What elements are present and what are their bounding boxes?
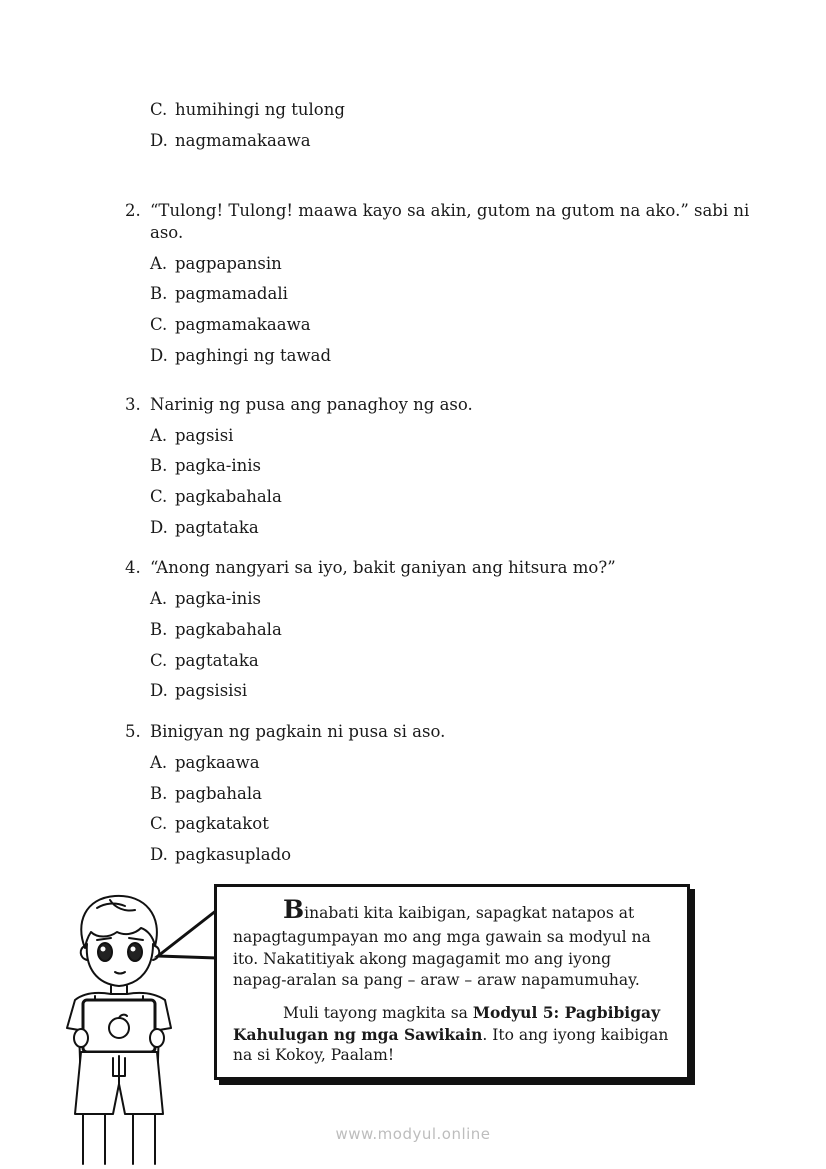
q2-text-line1: “Tulong! Tulong! maawa kayo sa akin, gutom na gutom na ako.” sabi ni bbox=[150, 201, 750, 220]
q2-option-b-letter: B. bbox=[150, 284, 168, 303]
q2-option-d-text: paghingi ng tawad bbox=[175, 346, 332, 365]
q5-option-c-letter: C. bbox=[150, 814, 168, 833]
closing-p1-line3: ito. Nakatitiyak akong magagamit mo ang iyong bbox=[233, 950, 612, 968]
q5-number: 5. bbox=[125, 722, 141, 741]
closing-p1-line1: inabati kita kaibigan, sapagkat natapos at bbox=[304, 904, 635, 922]
closing-p2-line1 bbox=[233, 1002, 675, 1025]
q5-option-b-text: pagbahala bbox=[175, 784, 262, 803]
q3-option-b-letter: B. bbox=[150, 456, 168, 475]
q4-option-c-text: pagtataka bbox=[175, 651, 259, 670]
drop-cap: B bbox=[283, 895, 305, 924]
closing-p2-pre: Muli tayong magkita sa bbox=[283, 1004, 473, 1022]
q4-option-b-text: pagkabahala bbox=[175, 620, 282, 639]
closing-p2-line3: na si Kokoy, Paalam! bbox=[233, 1046, 395, 1064]
q2-option-a-letter: A. bbox=[150, 254, 168, 273]
q2-number: 2. bbox=[125, 201, 141, 220]
q4-option-c-letter: C. bbox=[150, 651, 168, 670]
q2-text-line2: aso. bbox=[150, 223, 184, 242]
q5-option-b-letter: B. bbox=[150, 784, 168, 803]
q3-number: 3. bbox=[125, 395, 141, 414]
q4-option-d-letter: D. bbox=[150, 681, 168, 700]
q3-option-a-letter: A. bbox=[150, 426, 168, 445]
q1-option-c-text: humihingi ng tulong bbox=[175, 100, 345, 119]
q1-option-c-letter: C. bbox=[150, 100, 168, 119]
q2-option-a-text: pagpapansin bbox=[175, 254, 282, 273]
closing-p1-line4: napag-aralan sa pang – araw – araw napamumuhay. bbox=[233, 971, 640, 989]
q2-option-d-letter: D. bbox=[150, 346, 168, 365]
q3-option-b-text: pagka-inis bbox=[175, 456, 262, 475]
q1-option-d-letter: D. bbox=[150, 131, 168, 150]
q3-option-d-text: pagtataka bbox=[175, 518, 259, 537]
q1-option-d-text: nagmamakaawa bbox=[175, 131, 311, 150]
q5-option-d-letter: D. bbox=[150, 845, 168, 864]
module-5-title-part2: Kahulugan ng mga Sawikain bbox=[233, 1025, 483, 1044]
q4-option-a-text: pagka-inis bbox=[175, 589, 262, 608]
q3-option-a-text: pagsisi bbox=[175, 426, 234, 445]
watermark: www.modyul.online bbox=[335, 1125, 491, 1143]
q4-option-b-letter: B. bbox=[150, 620, 168, 639]
q5-option-c-text: pagkatakot bbox=[175, 814, 269, 833]
q2-option-c-letter: C. bbox=[150, 315, 168, 334]
q5-option-d-text: pagkasuplado bbox=[175, 845, 292, 864]
q5-option-a-letter: A. bbox=[150, 753, 168, 772]
module-5-title-part1: Modyul 5: Pagbibigay bbox=[472, 1003, 661, 1022]
q5-text: Binigyan ng pagkain ni pusa si aso. bbox=[150, 722, 446, 741]
closing-p2-line2 bbox=[233, 1024, 675, 1047]
closing-message-bubble bbox=[214, 884, 690, 1080]
q3-option-c-text: pagkabahala bbox=[175, 487, 282, 506]
closing-p2-post: . Ito ang iyong kaibigan bbox=[482, 1026, 669, 1044]
q4-option-d-text: pagsisisi bbox=[175, 681, 248, 700]
q4-number: 4. bbox=[125, 558, 141, 577]
q4-option-a-letter: A. bbox=[150, 589, 168, 608]
q3-text: Narinig ng pusa ang panaghoy ng aso. bbox=[150, 395, 473, 414]
q2-option-b-text: pagmamadali bbox=[175, 284, 288, 303]
q2-option-c-text: pagmamakaawa bbox=[175, 315, 311, 334]
speech-bubble-tail bbox=[150, 900, 220, 970]
q3-option-d-letter: D. bbox=[150, 518, 168, 537]
q5-option-a-text: pagkaawa bbox=[175, 753, 260, 772]
closing-paragraph-1 bbox=[233, 895, 675, 925]
q4-text: “Anong nangyari sa iyo, bakit ganiyan ang hitsura mo?” bbox=[150, 558, 616, 577]
closing-p1-line2: napagtagumpayan mo ang mga gawain sa modyul na bbox=[233, 928, 651, 946]
q3-option-c-letter: C. bbox=[150, 487, 168, 506]
